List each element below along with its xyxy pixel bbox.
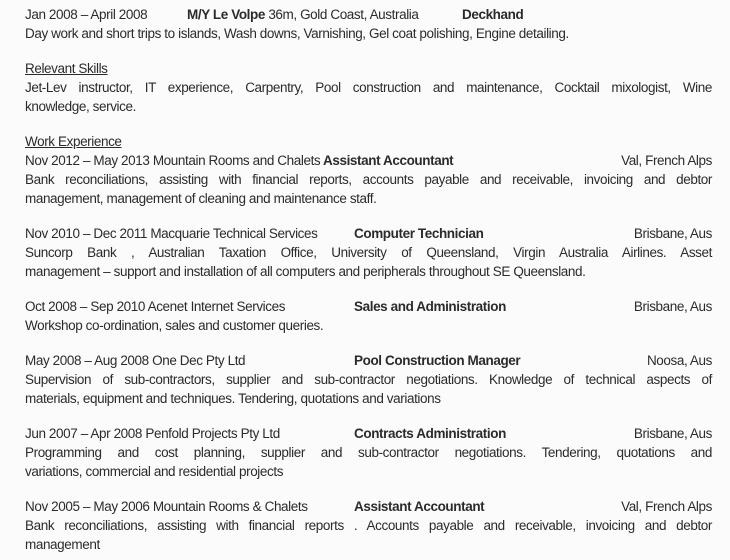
job-description-line: variations, commercial and residential projects — [25, 464, 284, 479]
vessel-detail: 36m, Gold Coast, Australia — [264, 7, 419, 22]
job-title: Pool Construction Manager — [354, 353, 521, 368]
job-description-line: management — [25, 537, 100, 552]
experience-section — [25, 132, 712, 554]
job-description-line: Bank reconciliations, assisting with financial reports, accounts payable and receivable, invoicing and debtor — [25, 172, 712, 187]
job-entry-2 — [25, 224, 712, 281]
job-header — [25, 224, 712, 243]
job-description-line: Programming and cost planning, supplier and sub-contractor negotiations. Tendering, quotations and — [25, 445, 712, 460]
job-location: Val, French Alps — [621, 499, 712, 514]
job-description-line: management, management of cleaning and maintenance staff. — [25, 191, 377, 206]
job-location: Val, French Alps — [621, 153, 712, 168]
skills-heading-row — [25, 59, 712, 78]
job-description-line: Bank reconciliations, assisting with financial reports . Accounts payable and receivable, invoicing and debtor — [25, 518, 712, 533]
job-dates-company: Nov 2012 – May 2013 Mountain Rooms and Chalets — [25, 153, 321, 168]
job-title: Contracts Administration — [354, 426, 506, 441]
job-location: Noosa, Aus — [646, 353, 712, 368]
vessel-name: M/Y Le Volpe — [187, 7, 265, 22]
job-description-line: Suncorp Bank , Australian Taxation Office, University of Queensland, Virgin Australia Airlines. Asset — [25, 245, 712, 260]
skills-line: knowledge, service. — [25, 99, 136, 114]
job-header — [25, 424, 712, 443]
job-location: Brisbane, Aus — [633, 299, 712, 314]
job-dates-company: Nov 2005 – May 2006 Mountain Rooms & Chalets — [25, 499, 308, 514]
job-description-line: management – support and installation of all computers and peripherals throughout SE Queensland. — [25, 264, 586, 279]
job-title: Computer Technician — [354, 226, 484, 241]
job-title: Assistant Accountant — [354, 499, 485, 514]
job-description-line: Supervision of sub-contractors, supplier and sub-contractor negotiations. Knowledge of technical aspects of — [25, 372, 712, 387]
job-entry-6 — [25, 497, 712, 554]
job-title: Sales and Administration — [354, 299, 506, 314]
intro-job-entry — [25, 5, 712, 43]
job-location: Brisbane, Aus — [633, 226, 712, 241]
job-header — [25, 151, 712, 170]
job-header — [25, 497, 712, 516]
job-dates-company: Oct 2008 – Sep 2010 Acenet Internet Services — [25, 299, 286, 314]
skills-section — [25, 59, 712, 116]
job-entry-4 — [25, 351, 712, 408]
intro-job-header — [25, 5, 712, 24]
job-header — [25, 297, 712, 316]
job-header — [25, 351, 712, 370]
job-description-line: materials, equipment and techniques. Tendering, quotations and variations — [25, 391, 441, 406]
job-title: Assistant Accountant — [323, 153, 454, 168]
intro-job-title: Deckhand — [462, 7, 524, 22]
job-location: Brisbane, Aus — [633, 426, 712, 441]
job-entry-5 — [25, 424, 712, 481]
job-dates-company: Nov 2010 – Dec 2011 Macquarie Technical Services — [25, 226, 318, 241]
job-entry-3 — [25, 297, 712, 335]
intro-job-description: Day work and short trips to islands, Wash downs, Varnishing, Gel coat polishing, Engine detailing. — [25, 26, 569, 41]
job-entry-1 — [25, 151, 712, 208]
intro-job-dates: Jan 2008 – April 2008 — [25, 7, 148, 22]
job-description-line: Workshop co-ordination, sales and customer queries. — [25, 318, 324, 333]
section-heading-work-experience: Work Experience — [25, 134, 122, 149]
vessel-segment — [187, 5, 419, 24]
experience-heading-row — [25, 132, 712, 151]
section-heading-relevant-skills: Relevant Skills — [25, 61, 108, 76]
job-dates-company: Jun 2007 – Apr 2008 Penfold Projects Pty Ltd — [25, 426, 280, 441]
skills-line: Jet-Lev instructor, IT experience, Carpentry, Pool construction and maintenance, Cocktail mixologist, Wine — [25, 80, 712, 95]
job-dates-company: May 2008 – Aug 2008 One Dec Pty Ltd — [25, 353, 246, 368]
